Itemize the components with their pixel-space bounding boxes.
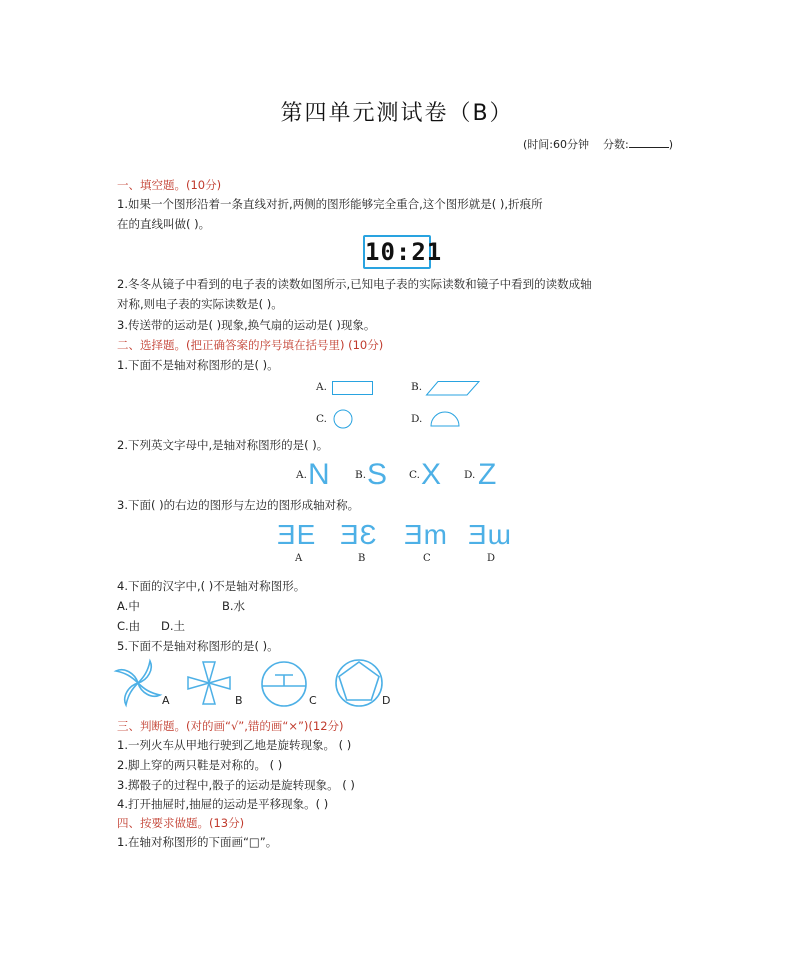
section-fill-heading: 一、填空题。(10分) [117, 178, 222, 192]
choice-q4-opt-a: A.中 [117, 599, 140, 613]
choice-q4-opt-b: B.水 [222, 599, 246, 613]
choice-q2-label-a: A. [296, 469, 307, 481]
letter-z: Z [478, 458, 497, 491]
four-petal-shape [186, 660, 232, 706]
meta-close: ) [668, 138, 673, 151]
circle-shape [333, 409, 353, 429]
parallelogram-shape [426, 381, 480, 396]
letter-s: S [367, 458, 388, 491]
score-blank[interactable] [629, 137, 669, 148]
choice-q4-opt-c: C.由 [117, 619, 141, 633]
q5-label-a: A [162, 694, 170, 707]
q5-label-b: B [235, 694, 243, 707]
choice-q1-opt-c: C. [316, 413, 327, 425]
semicircle-shape [430, 411, 460, 427]
choice-q1: 1.下面不是轴对称图形的是( )。 [117, 358, 279, 372]
fill-q2-line2: 对称,则电子表的实际读数是( )。 [117, 297, 283, 311]
judge-q3: 3.掷骰子的过程中,骰子的运动是旋转现象。 ( ) [117, 778, 355, 792]
fill-q3: 3.传送带的运动是( )现象,换气扇的运动是( )现象。 [117, 318, 376, 332]
choice-q2-label-d: D. [464, 469, 476, 481]
mirror-label-c: C [423, 553, 431, 564]
choice-q1-opt-a: A. [316, 381, 327, 393]
mirror-label-b: B [358, 553, 366, 564]
choice-q4-opt-d: D.土 [161, 619, 186, 633]
mirror-label-a: A [295, 553, 303, 564]
q5-label-d: D [382, 694, 391, 707]
rectangle-shape [332, 381, 374, 395]
circle-char-shape [260, 660, 308, 708]
fill-q1-line1: 1.如果一个图形沿着一条直线对折,两侧的图形能够完全重合,这个图形就是( ),折痕所 [117, 197, 543, 211]
choice-q3: 3.下面( )的右边的图形与左边的图形成轴对称。 [117, 498, 360, 512]
choice-q4: 4.下面的汉字中,( )不是轴对称图形。 [117, 579, 306, 593]
letter-n: N [308, 458, 330, 491]
score-label: 分数: [602, 138, 629, 151]
choice-q1-opt-d: D. [411, 413, 423, 425]
judge-q4: 4.打开抽屉时,抽屉的运动是平移现象。( ) [117, 797, 329, 811]
fill-q2-line1: 2.冬冬从镜子中看到的电子表的读数如图所示,已知电子表的实际读数和镜子中看到的读数成轴 [117, 277, 592, 291]
judge-q2: 2.脚上穿的两只鞋是对称的。 ( ) [117, 758, 283, 772]
mirror-label-d: D [487, 553, 496, 564]
time-score-line [523, 136, 673, 152]
mirror-glyph-b: ƎƐ [340, 519, 378, 550]
section-judge-heading: 三、判断题。(对的画“√”,错的画“×”)(12分) [117, 719, 344, 733]
task-q1: 1.在轴对称图形的下面画“□”。 [117, 835, 278, 849]
mirror-glyph-c: Ǝm [404, 519, 448, 550]
pinwheel-shape [113, 658, 163, 708]
time-label: (时间:60分钟 [522, 138, 589, 151]
mirror-glyph-a: ƎE [277, 519, 317, 550]
section-choice-heading: 二、选择题。(把正确答案的序号填在括号里) (10分) [117, 338, 384, 352]
page-title: 第四单元测试卷（B） [280, 101, 514, 126]
letter-x: X [421, 458, 442, 491]
fill-q1-line2: 在的直线叫做( )。 [117, 217, 211, 231]
choice-q1-opt-b: B. [411, 381, 423, 393]
mirror-clock-display: 10:21 [363, 235, 431, 269]
mirror-glyph-d: Ǝɯ [468, 519, 512, 550]
judge-q1: 1.一列火车从甲地行驶到乙地是旋转现象。 ( ) [117, 738, 352, 752]
choice-q2: 2.下列英文字母中,是轴对称图形的是( )。 [117, 438, 329, 452]
q5-label-c: C [309, 694, 317, 707]
section-task-heading: 四、按要求做题。(13分) [117, 816, 245, 830]
choice-q2-label-c: C. [409, 469, 420, 481]
choice-q5: 5.下面不是轴对称图形的是( )。 [117, 639, 279, 653]
pentagon-in-circle-shape [334, 658, 384, 708]
choice-q2-label-b: B. [355, 469, 367, 481]
